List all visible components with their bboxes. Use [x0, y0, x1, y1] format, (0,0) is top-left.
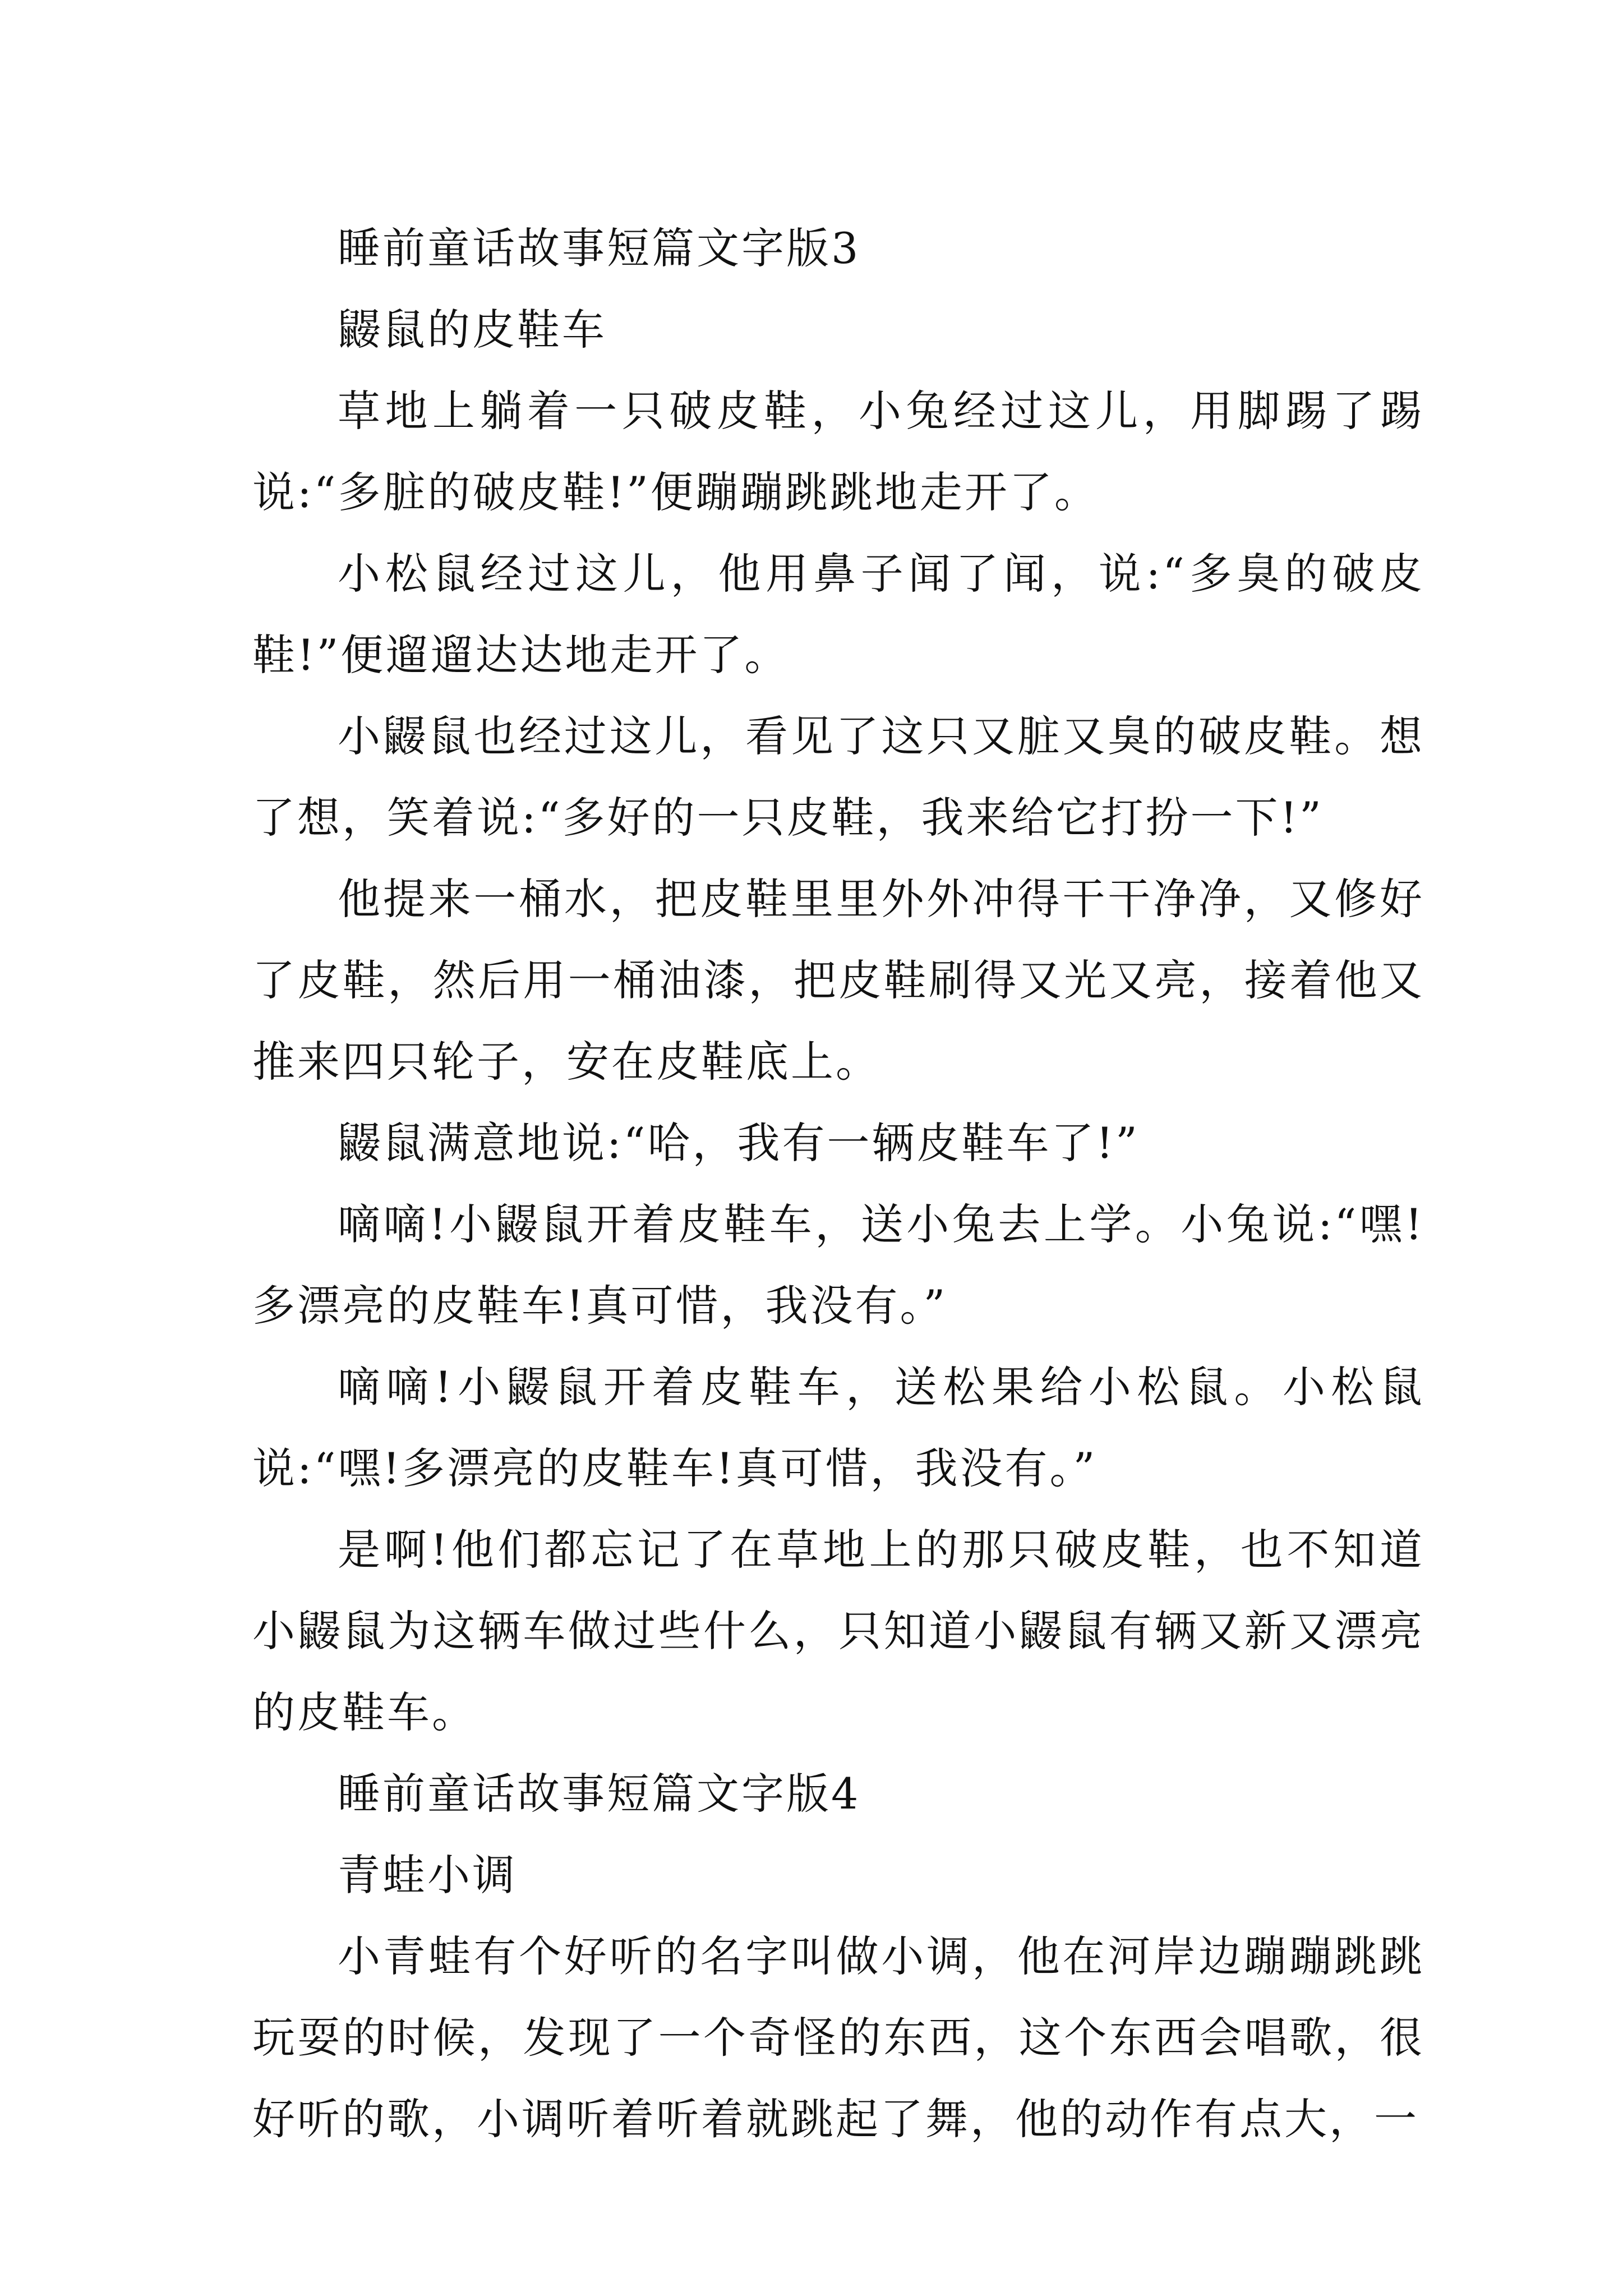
paragraph: 嘀嘀!小鼹鼠开着皮鞋车，送小兔去上学。小兔说:“嘿!多漂亮的皮鞋车!真可惜，我没有。” [252, 1199, 1424, 1331]
paragraph: 小青蛙有个好听的名字叫做小调，他在河岸边蹦蹦跳跳玩耍的时候，发现了一个奇怪的东西，这个东西会唱歌，很好听的歌，小调听着听着就跳起了舞，他的动作有点大，一 [252, 1931, 1424, 2144]
paragraph: 嘀嘀!小鼹鼠开着皮鞋车，送松果给小松鼠。小松鼠说:“嘿!多漂亮的皮鞋车!真可惜，我没有。” [252, 1362, 1424, 1493]
document-body [252, 208, 1424, 2160]
paragraph: 他提来一桶水，把皮鞋里里外外冲得干干净净，又修好了皮鞋，然后用一桶油漆，把皮鞋刷得又光又亮，接着他又推来四只轮子，安在皮鞋底上。 [252, 874, 1424, 1087]
story-title-mole-shoe-car: 鼹鼠的皮鞋车 [338, 305, 607, 355]
paragraph: 鼹鼠满意地说:“哈，我有一辆皮鞋车了!” [338, 1118, 1140, 1168]
story-title-frog-tune: 青蛙小调 [338, 1850, 517, 1900]
paragraph: 小鼹鼠也经过这儿，看见了这只又脏又臭的破皮鞋。想了想，笑着说:“多好的一只皮鞋，我来给它打扮一下!” [252, 711, 1424, 843]
section-title-4: 睡前童话故事短篇文字版4 [338, 1769, 861, 1819]
paragraph: 小松鼠经过这儿，他用鼻子闻了闻，说:“多臭的破皮鞋!”便遛遛达达地走开了。 [252, 549, 1424, 680]
section-title-3: 睡前童话故事短篇文字版3 [338, 223, 861, 273]
paragraph: 草地上躺着一只破皮鞋，小兔经过这儿，用脚踢了踢说:“多脏的破皮鞋!”便蹦蹦跳跳地走开了。 [252, 386, 1424, 517]
paragraph: 是啊!他们都忘记了在草地上的那只破皮鞋，也不知道小鼹鼠为这辆车做过些什么，只知道小鼹鼠有辆又新又漂亮的皮鞋车。 [252, 1525, 1424, 1737]
